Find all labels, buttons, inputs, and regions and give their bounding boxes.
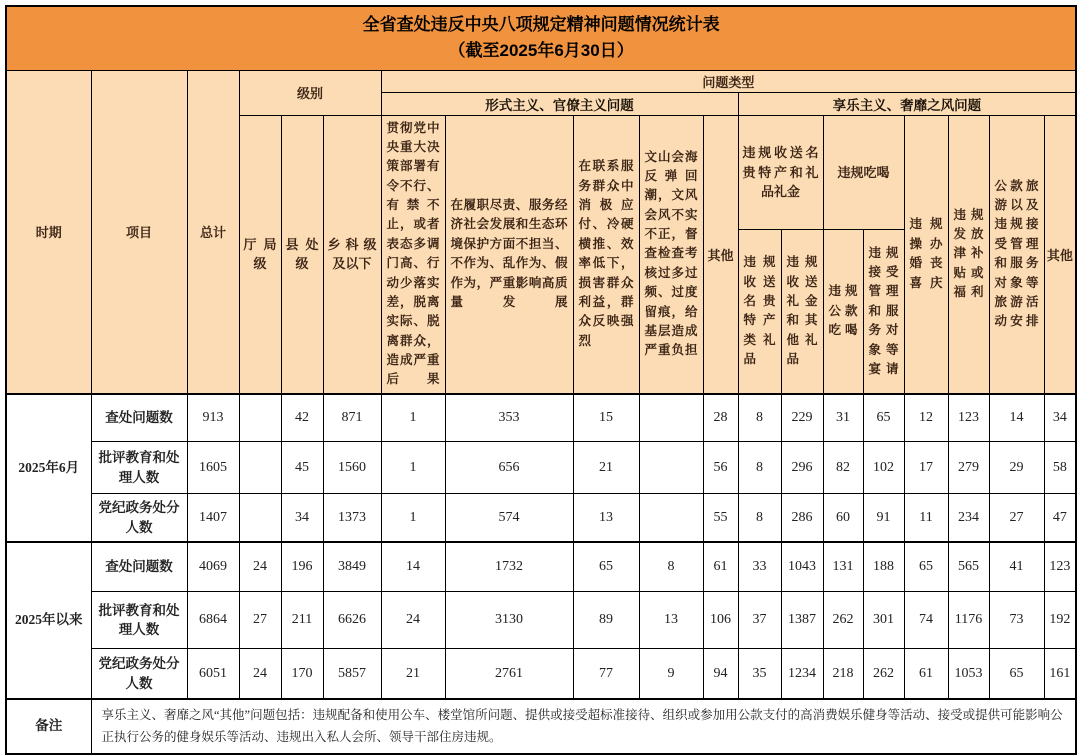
header-gift-money: 违规收送礼金和其他礼品 [781, 230, 823, 394]
data-cell: 45 [281, 442, 323, 494]
data-cell: 1732 [445, 542, 573, 592]
header-level-township: 乡科级及以下 [323, 115, 381, 394]
header-level-bureau: 厅局级 [239, 115, 281, 394]
header-row-1 [6, 70, 1076, 92]
data-cell: 29 [989, 442, 1044, 494]
data-cell [639, 494, 703, 542]
period-cell: 2025年以来 [6, 542, 91, 699]
data-cell: 12 [904, 394, 948, 442]
data-cell: 11 [904, 494, 948, 542]
header-wedding-funeral: 违规操办婚丧喜庆 [904, 115, 948, 394]
data-cell: 24 [381, 592, 445, 649]
header-gift-group: 违规收送名贵特产和礼品礼金 [738, 115, 823, 230]
data-cell: 55 [703, 494, 738, 542]
title-line1: 全省查处违反中央八项规定精神问题情况统计表 [362, 14, 720, 34]
data-cell: 6051 [187, 649, 239, 699]
data-cell: 170 [281, 649, 323, 699]
data-cell: 1 [381, 394, 445, 442]
data-cell: 1053 [948, 649, 989, 699]
data-cell: 14 [381, 542, 445, 592]
data-cell: 41 [989, 542, 1044, 592]
item-cell: 党纪政务处分人数 [91, 494, 187, 542]
data-cell: 1 [381, 494, 445, 542]
period-cell: 2025年6月 [6, 394, 91, 542]
data-cell: 8 [738, 394, 781, 442]
data-cell: 565 [948, 542, 989, 592]
header-formalism-col-1: 贯彻党中央重大决策部署有令不行、有禁不止，或者表态多调门高、行动少落实差，脱离实际、脱离群众，造成严重后果 [381, 115, 445, 394]
data-cell: 8 [738, 442, 781, 494]
data-cell: 1043 [781, 542, 823, 592]
data-cell: 913 [187, 394, 239, 442]
data-cell: 656 [445, 442, 573, 494]
item-cell: 批评教育和处理人数 [91, 592, 187, 649]
data-cell: 574 [445, 494, 573, 542]
header-allowances: 违规发放津补贴或福利 [948, 115, 989, 394]
data-cell: 42 [281, 394, 323, 442]
item-cell: 批评教育和处理人数 [91, 442, 187, 494]
data-cell: 1373 [323, 494, 381, 542]
data-cell: 82 [823, 442, 863, 494]
data-cell: 21 [381, 649, 445, 699]
remark-text: 享乐主义、奢靡之风“其他”问题包括：违规配备和使用公车、楼堂馆所问题、提供或接受超标准接待、组织或参加用公款支付的高消费娱乐健身等活动、接受或提供可能影响公正执行公务的健身娱乐等活动、违规出入私人会所、领导干部住房违规。 [91, 699, 1076, 754]
header-formalism-group: 形式主义、官僚主义问题 [381, 92, 738, 115]
data-cell: 61 [904, 649, 948, 699]
data-cell: 3849 [323, 542, 381, 592]
data-cell: 61 [703, 542, 738, 592]
remark-label: 备注 [6, 699, 91, 754]
data-cell: 24 [239, 542, 281, 592]
data-cell: 9 [639, 649, 703, 699]
data-cell: 94 [703, 649, 738, 699]
data-cell: 34 [281, 494, 323, 542]
data-cell: 6626 [323, 592, 381, 649]
header-period: 时期 [6, 70, 91, 394]
data-cell: 27 [989, 494, 1044, 542]
data-cell: 6864 [187, 592, 239, 649]
data-cell: 56 [703, 442, 738, 494]
data-cell: 58 [1044, 442, 1076, 494]
data-cell: 21 [573, 442, 639, 494]
data-cell [239, 442, 281, 494]
data-cell: 262 [863, 649, 904, 699]
page-title [6, 6, 1076, 70]
data-cell: 1176 [948, 592, 989, 649]
data-cell: 123 [948, 394, 989, 442]
data-cell: 353 [445, 394, 573, 442]
data-cell: 4069 [187, 542, 239, 592]
header-hedonism-group: 享乐主义、奢靡之风问题 [738, 92, 1076, 115]
header-dining-banquet: 违规接受管理和服务对象等宴请 [863, 230, 904, 394]
data-cell: 106 [703, 592, 738, 649]
data-cell: 65 [904, 542, 948, 592]
header-total: 总计 [187, 70, 239, 394]
data-cell: 211 [281, 592, 323, 649]
data-cell: 286 [781, 494, 823, 542]
data-cell: 77 [573, 649, 639, 699]
data-cell: 279 [948, 442, 989, 494]
data-cell: 262 [823, 592, 863, 649]
data-cell: 8 [738, 494, 781, 542]
data-cell: 74 [904, 592, 948, 649]
header-formalism-col-3: 在联系服务群众中消极应付、冷硬横推、效率低下，损害群众利益，群众反映强烈 [573, 115, 639, 394]
data-cell: 24 [239, 649, 281, 699]
header-formalism-col-2: 在履职尽责、服务经济社会发展和生态环境保护方面不担当、不作为、乱作为、假作为，严重影响高质量发展 [445, 115, 573, 394]
data-cell: 1387 [781, 592, 823, 649]
data-cell: 2761 [445, 649, 573, 699]
header-formalism-other: 其他 [703, 115, 738, 394]
statistics-table [5, 5, 1077, 755]
data-cell: 192 [1044, 592, 1076, 649]
data-cell: 234 [948, 494, 989, 542]
title-row [6, 6, 1076, 70]
data-cell: 60 [823, 494, 863, 542]
data-cell: 196 [281, 542, 323, 592]
data-cell [239, 494, 281, 542]
data-cell: 102 [863, 442, 904, 494]
data-cell: 301 [863, 592, 904, 649]
data-cell: 218 [823, 649, 863, 699]
header-dining-public-funds: 违规公款吃喝 [823, 230, 863, 394]
data-cell: 131 [823, 542, 863, 592]
data-cell: 161 [1044, 649, 1076, 699]
data-cell: 5857 [323, 649, 381, 699]
data-cell: 1 [381, 442, 445, 494]
data-cell: 65 [863, 394, 904, 442]
header-formalism-col-4: 文山会海反弹回潮，文风会风不实不正，督查检查考核过多过频、过度留痕，给基层造成严重负担 [639, 115, 703, 394]
data-cell: 871 [323, 394, 381, 442]
data-cell: 13 [639, 592, 703, 649]
data-cell [239, 394, 281, 442]
data-cell: 13 [573, 494, 639, 542]
data-cell: 14 [989, 394, 1044, 442]
data-cell: 1234 [781, 649, 823, 699]
data-cell: 35 [738, 649, 781, 699]
data-cell: 1407 [187, 494, 239, 542]
data-cell: 229 [781, 394, 823, 442]
header-public-travel: 公款旅游以及违规接受管理和服务对象等旅游活动安排 [989, 115, 1044, 394]
data-cell: 65 [573, 542, 639, 592]
data-cell: 31 [823, 394, 863, 442]
header-level-group: 级别 [239, 70, 381, 115]
data-cell: 91 [863, 494, 904, 542]
item-cell: 查处问题数 [91, 542, 187, 592]
table-row [6, 542, 1076, 592]
table-row [6, 592, 1076, 649]
data-cell: 28 [703, 394, 738, 442]
data-cell: 33 [738, 542, 781, 592]
table-row [6, 494, 1076, 542]
table-row [6, 394, 1076, 442]
header-level-county: 县处级 [281, 115, 323, 394]
data-cell: 27 [239, 592, 281, 649]
item-cell: 查处问题数 [91, 394, 187, 442]
data-cell: 3130 [445, 592, 573, 649]
data-cell: 8 [639, 542, 703, 592]
data-cell [639, 394, 703, 442]
data-cell: 188 [863, 542, 904, 592]
header-item: 项目 [91, 70, 187, 394]
header-dining-group: 违规吃喝 [823, 115, 904, 230]
data-cell: 1605 [187, 442, 239, 494]
header-gift-specialty: 违规收送名贵特产类礼品 [738, 230, 781, 394]
data-cell: 17 [904, 442, 948, 494]
data-cell: 65 [989, 649, 1044, 699]
data-cell: 15 [573, 394, 639, 442]
title-line2: （截至2025年6月30日） [448, 41, 634, 61]
data-cell: 1560 [323, 442, 381, 494]
data-cell: 34 [1044, 394, 1076, 442]
data-cell: 73 [989, 592, 1044, 649]
data-cell: 123 [1044, 542, 1076, 592]
header-problem-type: 问题类型 [381, 70, 1076, 92]
data-cell: 37 [738, 592, 781, 649]
data-cell: 89 [573, 592, 639, 649]
table-row [6, 442, 1076, 494]
remark-row [6, 699, 1076, 754]
table-row [6, 649, 1076, 699]
data-cell [639, 442, 703, 494]
header-hedonism-other: 其他 [1044, 115, 1076, 394]
item-cell: 党纪政务处分人数 [91, 649, 187, 699]
data-cell: 47 [1044, 494, 1076, 542]
data-cell: 296 [781, 442, 823, 494]
